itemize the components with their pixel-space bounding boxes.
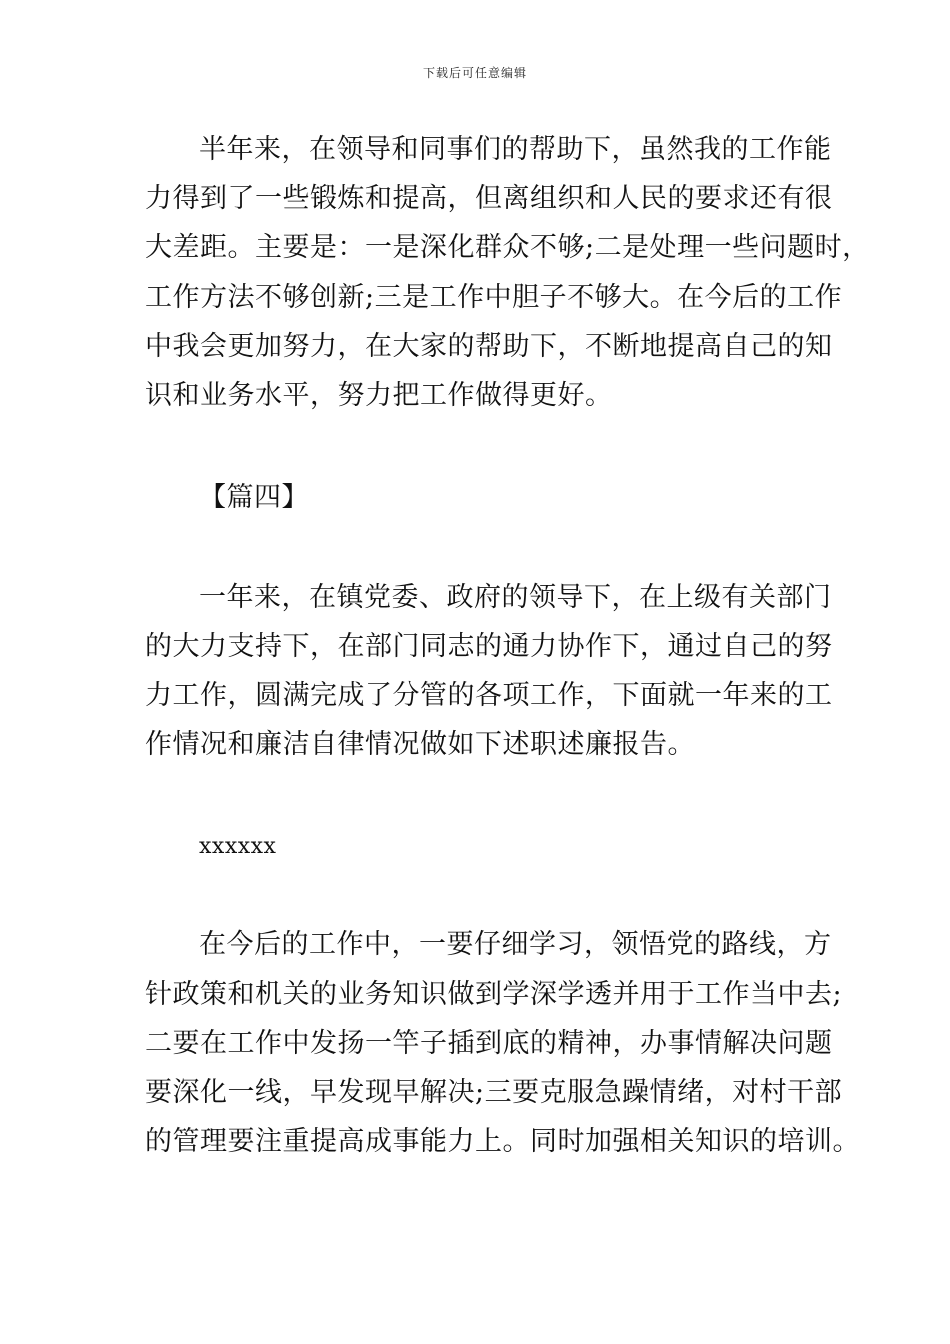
paragraph-line: 工作方法不够创新;三是工作中胆子不够大。在今后的工作 bbox=[145, 282, 843, 313]
paragraph-line: 的管理要注重提高成事能力上。同时加强相关知识的培训。 bbox=[145, 1126, 860, 1157]
page-header: 下载后可任意编辑 bbox=[422, 66, 527, 80]
paragraph-line: 的大力支持下，在部门同志的通力协作下，通过自己的努 bbox=[145, 631, 833, 662]
paragraph-line: 力得到了一些锻炼和提高，但离组织和人民的要求还有很 bbox=[145, 183, 833, 214]
paragraph-line: 识和业务水平，努力把工作做得更好。 bbox=[145, 380, 613, 411]
paragraph-line: 二要在工作中发扬一竿子插到底的精神，办事情解决问题 bbox=[145, 1028, 833, 1059]
paragraph-line: 在今后的工作中，一要仔细学习，领悟党的路线，方 bbox=[199, 929, 832, 960]
paragraph-line: 半年来，在领导和同事们的帮助下，虽然我的工作能 bbox=[199, 134, 832, 165]
paragraph-line: 中我会更加努力，在大家的帮助下，不断地提高自己的知 bbox=[145, 331, 833, 362]
paragraph-line: 作情况和廉洁自律情况做如下述职述廉报告。 bbox=[145, 729, 695, 760]
paragraph-line: 力工作，圆满完成了分管的各项工作，下面就一年来的工 bbox=[145, 680, 833, 711]
section-heading: 【篇四】 bbox=[199, 482, 309, 513]
paragraph-line: 大差距。主要是：一是深化群众不够;二是处理一些问题时， bbox=[145, 232, 870, 263]
paragraph-line: 一年来，在镇党委、政府的领导下，在上级有关部门 bbox=[199, 582, 832, 613]
paragraph-line: 要深化一线，早发现早解决;三要克服急躁情绪，对村干部 bbox=[145, 1077, 843, 1108]
placeholder-text: xxxxxx bbox=[199, 834, 277, 859]
paragraph-line: 针政策和机关的业务知识做到学深学透并用于工作当中去; bbox=[145, 979, 843, 1010]
